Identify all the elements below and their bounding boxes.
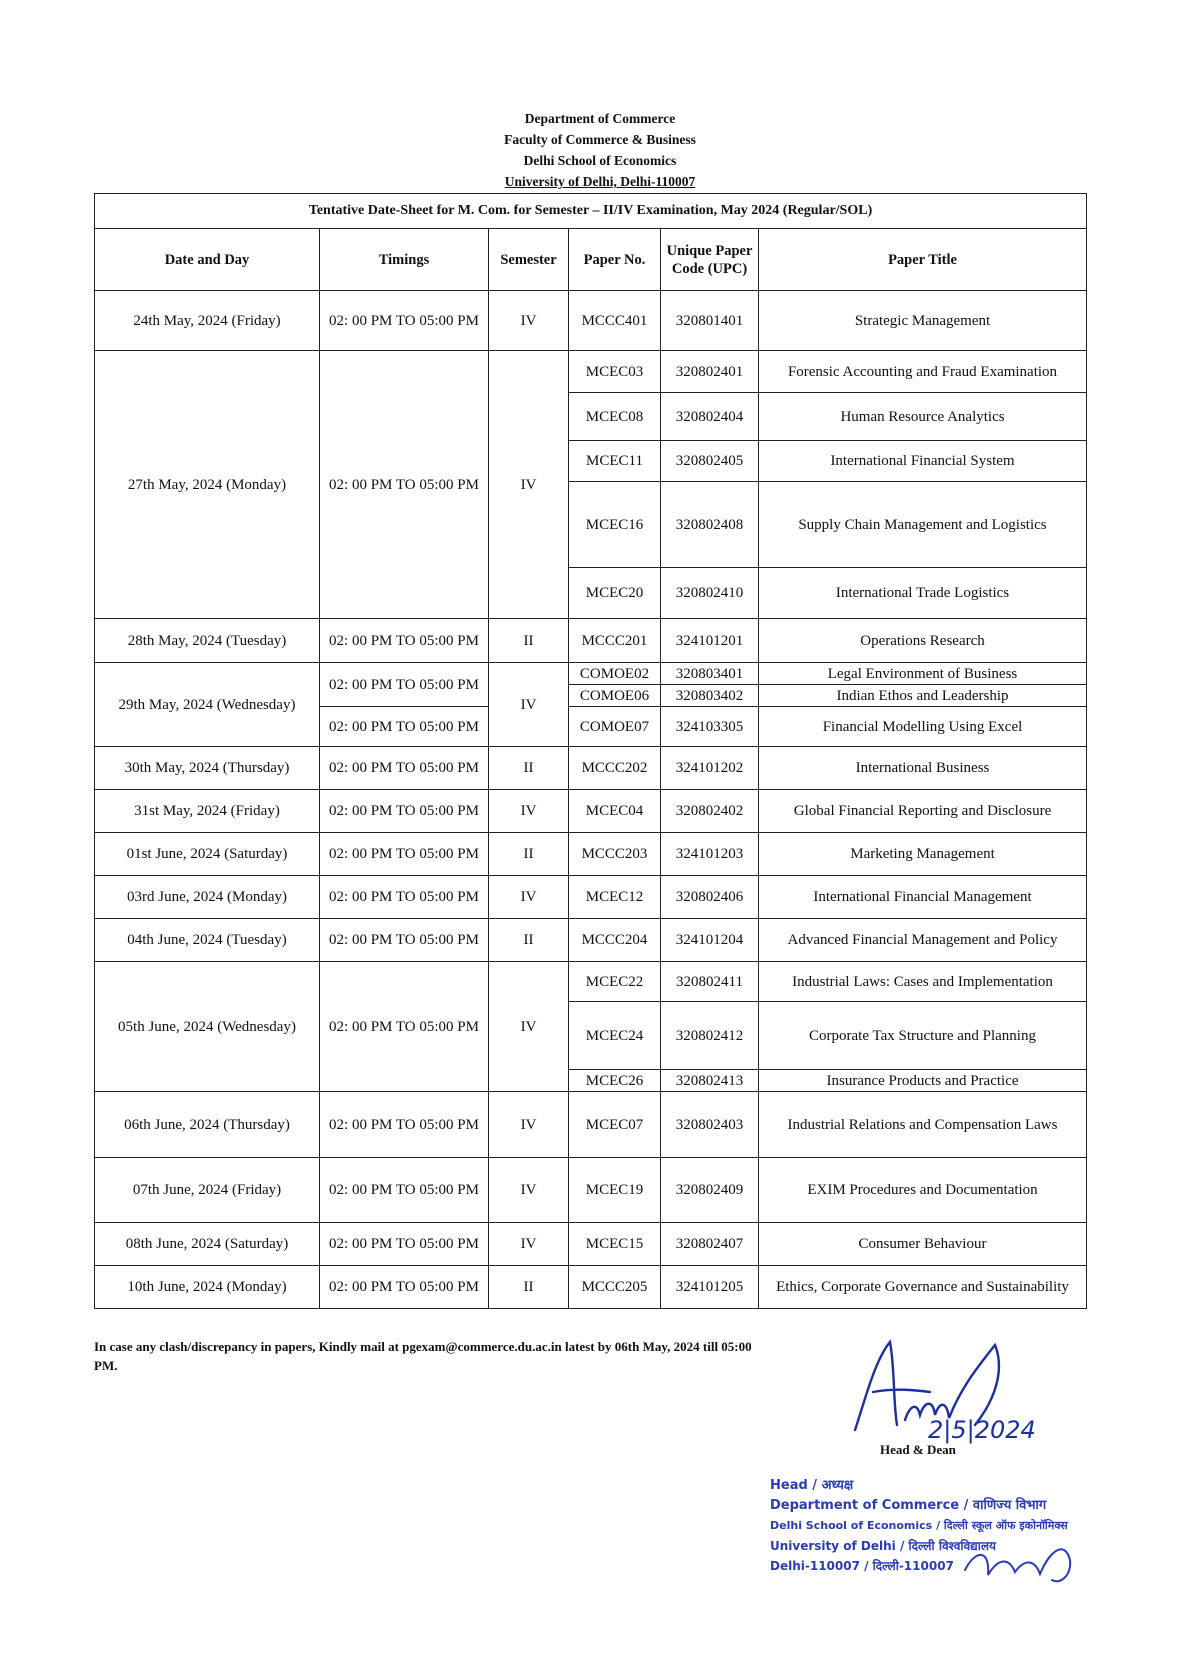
timing-cell: 02: 00 PM TO 05:00 PM xyxy=(320,619,489,663)
date-cell: 30th May, 2024 (Thursday) xyxy=(95,747,320,790)
title-cell: Insurance Products and Practice xyxy=(759,1070,1087,1092)
upc-cell: 324101205 xyxy=(661,1266,759,1309)
semester-cell: IV xyxy=(489,790,569,833)
title-cell: Industrial Relations and Compensation Laws xyxy=(759,1092,1087,1158)
timing-cell: 02: 00 PM TO 05:00 PM xyxy=(320,1092,489,1158)
table-row xyxy=(95,1092,1087,1158)
date-cell: 06th June, 2024 (Thursday) xyxy=(95,1092,320,1158)
upc-cell: 324101202 xyxy=(661,747,759,790)
paper-cell: MCEC24 xyxy=(569,1002,661,1070)
upc-cell: 320802409 xyxy=(661,1158,759,1223)
upc-cell: 324101203 xyxy=(661,833,759,876)
title-cell: Ethics, Corporate Governance and Sustainability xyxy=(759,1266,1087,1309)
date-cell: 01st June, 2024 (Saturday) xyxy=(95,833,320,876)
date-cell: 10th June, 2024 (Monday) xyxy=(95,1266,320,1309)
col-header-title: Paper Title xyxy=(759,229,1087,291)
semester-cell: IV xyxy=(489,876,569,919)
title-cell: Financial Modelling Using Excel xyxy=(759,707,1087,747)
school-name: Delhi School of Economics xyxy=(523,153,677,168)
semester-cell: IV xyxy=(489,1092,569,1158)
semester-cell: II xyxy=(489,833,569,876)
paper-cell: MCEC03 xyxy=(569,351,661,393)
date-cell: 29th May, 2024 (Wednesday) xyxy=(95,663,320,747)
semester-cell: IV xyxy=(489,351,569,619)
date-cell: 31st May, 2024 (Friday) xyxy=(95,790,320,833)
paper-cell: MCCC201 xyxy=(569,619,661,663)
faculty-name: Faculty of Commerce & Business xyxy=(504,132,696,147)
table-row xyxy=(95,1266,1087,1309)
title-cell: Consumer Behaviour xyxy=(759,1223,1087,1266)
timing-cell: 02: 00 PM TO 05:00 PM xyxy=(320,663,489,707)
upc-cell: 320802404 xyxy=(661,393,759,441)
upc-cell: 320802401 xyxy=(661,351,759,393)
timing-cell: 02: 00 PM TO 05:00 PM xyxy=(320,962,489,1092)
table-row xyxy=(95,1158,1087,1223)
paper-cell: MCCC203 xyxy=(569,833,661,876)
paper-cell: COMOE02 xyxy=(569,663,661,685)
date-cell: 27th May, 2024 (Monday) xyxy=(95,351,320,619)
col-header-paper-no: Paper No. xyxy=(569,229,661,291)
stamp-line: University of Delhi / दिल्ली विश्वविद्यालय xyxy=(770,1539,996,1553)
paper-cell: MCEC08 xyxy=(569,393,661,441)
semester-cell: IV xyxy=(489,962,569,1092)
title-cell: EXIM Procedures and Documentation xyxy=(759,1158,1087,1223)
paper-cell: MCCC401 xyxy=(569,291,661,351)
upc-cell: 320802402 xyxy=(661,790,759,833)
title-cell: International Financial System xyxy=(759,441,1087,482)
upc-cell: 320801401 xyxy=(661,291,759,351)
upc-cell: 320802408 xyxy=(661,482,759,568)
university-name: University of Delhi, Delhi-110007 xyxy=(504,174,696,189)
paper-cell: COMOE07 xyxy=(569,707,661,747)
timing-cell: 02: 00 PM TO 05:00 PM xyxy=(320,833,489,876)
upc-cell: 324101204 xyxy=(661,919,759,962)
date-cell: 24th May, 2024 (Friday) xyxy=(95,291,320,351)
date-cell: 28th May, 2024 (Tuesday) xyxy=(95,619,320,663)
timing-cell: 02: 00 PM TO 05:00 PM xyxy=(320,707,489,747)
table-row xyxy=(95,1223,1087,1266)
upc-cell: 320802413 xyxy=(661,1070,759,1092)
timing-cell: 02: 00 PM TO 05:00 PM xyxy=(320,1266,489,1309)
table-row xyxy=(95,962,1087,1002)
stamp-line: Department of Commerce / वाणिज्य विभाग xyxy=(770,1498,1047,1513)
date-cell: 08th June, 2024 (Saturday) xyxy=(95,1223,320,1266)
paper-cell: MCEC12 xyxy=(569,876,661,919)
paper-cell: MCEC20 xyxy=(569,568,661,619)
timing-cell: 02: 00 PM TO 05:00 PM xyxy=(320,919,489,962)
col-header-date: Date and Day xyxy=(95,229,320,291)
table-row xyxy=(95,351,1087,393)
paper-cell: MCEC11 xyxy=(569,441,661,482)
title-cell: Forensic Accounting and Fraud Examination xyxy=(759,351,1087,393)
title-cell: International Business xyxy=(759,747,1087,790)
date-cell: 05th June, 2024 (Wednesday) xyxy=(95,962,320,1092)
timing-cell: 02: 00 PM TO 05:00 PM xyxy=(320,351,489,619)
upc-cell: 324101201 xyxy=(661,619,759,663)
stamp-line: Delhi School of Economics / दिल्ली स्कूल ऑफ इकोनॉमिक्स xyxy=(770,1519,1068,1532)
signatory-role: Head & Dean xyxy=(880,1442,956,1457)
title-cell: Marketing Management xyxy=(759,833,1087,876)
stamp-line: Head / अध्यक्ष xyxy=(770,1478,854,1493)
table-row xyxy=(95,619,1087,663)
table-row xyxy=(95,833,1087,876)
table-row xyxy=(95,663,1087,685)
paper-cell: MCEC26 xyxy=(569,1070,661,1092)
table-row xyxy=(95,790,1087,833)
title-cell: Supply Chain Management and Logistics xyxy=(759,482,1087,568)
semester-cell: IV xyxy=(489,1158,569,1223)
col-header-semester: Semester xyxy=(489,229,569,291)
department-name: Department of Commerce xyxy=(524,111,676,126)
paper-cell: MCEC19 xyxy=(569,1158,661,1223)
table-row xyxy=(95,291,1087,351)
timing-cell: 02: 00 PM TO 05:00 PM xyxy=(320,1158,489,1223)
title-cell: Strategic Management xyxy=(759,291,1087,351)
table-row xyxy=(95,747,1087,790)
paper-cell: MCCC204 xyxy=(569,919,661,962)
signature-date: 2|5|2024 xyxy=(928,1416,1036,1444)
date-sheet-table xyxy=(94,193,1087,1309)
upc-cell: 320802406 xyxy=(661,876,759,919)
title-cell: Global Financial Reporting and Disclosure xyxy=(759,790,1087,833)
timing-cell: 02: 00 PM TO 05:00 PM xyxy=(320,876,489,919)
title-cell: International Financial Management xyxy=(759,876,1087,919)
paper-cell: MCEC16 xyxy=(569,482,661,568)
upc-cell: 320802407 xyxy=(661,1223,759,1266)
header-row xyxy=(95,229,1087,291)
upc-cell: 320802405 xyxy=(661,441,759,482)
semester-cell: II xyxy=(489,747,569,790)
timing-cell: 02: 00 PM TO 05:00 PM xyxy=(320,747,489,790)
paper-cell: COMOE06 xyxy=(569,685,661,707)
paper-cell: MCEC15 xyxy=(569,1223,661,1266)
timing-cell: 02: 00 PM TO 05:00 PM xyxy=(320,291,489,351)
table-row xyxy=(95,919,1087,962)
paper-cell: MCEC07 xyxy=(569,1092,661,1158)
semester-cell: IV xyxy=(489,291,569,351)
upc-cell: 320802410 xyxy=(661,568,759,619)
upc-cell: 320803402 xyxy=(661,685,759,707)
table-row xyxy=(95,876,1087,919)
title-cell: Advanced Financial Management and Policy xyxy=(759,919,1087,962)
paper-cell: MCCC202 xyxy=(569,747,661,790)
upc-cell: 320802411 xyxy=(661,962,759,1002)
upc-cell: 324103305 xyxy=(661,707,759,747)
semester-cell: II xyxy=(489,619,569,663)
document-header xyxy=(0,108,1200,192)
title-cell: Corporate Tax Structure and Planning xyxy=(759,1002,1087,1070)
date-cell: 04th June, 2024 (Tuesday) xyxy=(95,919,320,962)
table-caption: Tentative Date-Sheet for M. Com. for Semester – II/IV Examination, May 2024 (Regular/SOL) xyxy=(95,194,1087,229)
paper-cell: MCCC205 xyxy=(569,1266,661,1309)
semester-cell: II xyxy=(489,919,569,962)
timing-cell: 02: 00 PM TO 05:00 PM xyxy=(320,790,489,833)
stamp-line: Delhi-110007 / दिल्ली-110007 xyxy=(770,1559,954,1573)
title-cell: Human Resource Analytics xyxy=(759,393,1087,441)
title-cell: Indian Ethos and Leadership xyxy=(759,685,1087,707)
timing-cell: 02: 00 PM TO 05:00 PM xyxy=(320,1223,489,1266)
title-cell: Legal Environment of Business xyxy=(759,663,1087,685)
date-cell: 07th June, 2024 (Friday) xyxy=(95,1158,320,1223)
title-cell: International Trade Logistics xyxy=(759,568,1087,619)
upc-cell: 320803401 xyxy=(661,663,759,685)
semester-cell: IV xyxy=(489,663,569,747)
upc-cell: 320802412 xyxy=(661,1002,759,1070)
stamp-signature-graphic xyxy=(960,1530,1090,1590)
col-header-timings: Timings xyxy=(320,229,489,291)
date-cell: 03rd June, 2024 (Monday) xyxy=(95,876,320,919)
title-cell: Industrial Laws: Cases and Implementation xyxy=(759,962,1087,1002)
paper-cell: MCEC22 xyxy=(569,962,661,1002)
clash-notice: In case any clash/discrepancy in papers, Kindly mail at pgexam@commerce.du.ac.in latest by 06th May, 2024 till 05:00 PM. xyxy=(94,1339,752,1373)
paper-cell: MCEC04 xyxy=(569,790,661,833)
semester-cell: IV xyxy=(489,1223,569,1266)
col-header-upc: Unique Paper Code (UPC) xyxy=(661,229,759,291)
upc-cell: 320802403 xyxy=(661,1092,759,1158)
title-cell: Operations Research xyxy=(759,619,1087,663)
semester-cell: II xyxy=(489,1266,569,1309)
